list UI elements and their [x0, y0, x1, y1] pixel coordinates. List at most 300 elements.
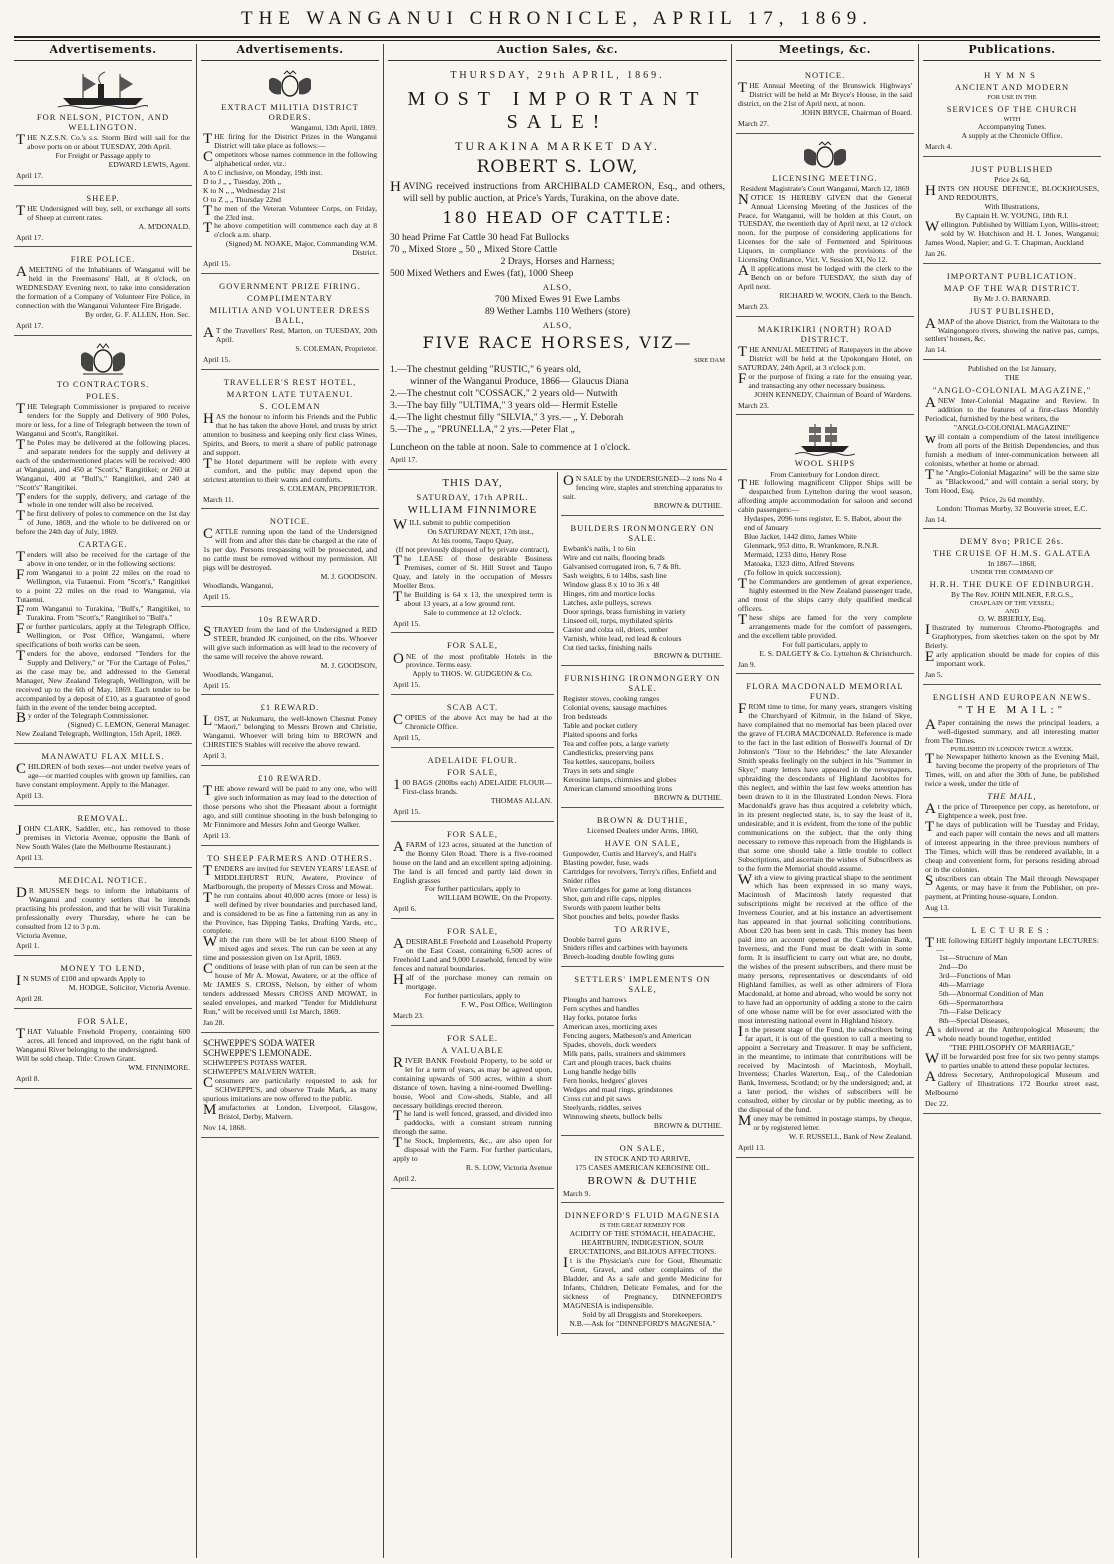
ad-name: "THE MAIL:": [957, 703, 1067, 716]
ad-body: At his rooms, Taupo Quay,: [431, 536, 514, 546]
ad-title: SCHWEPPE'S MALVERN WATER.: [203, 1067, 316, 1077]
ad-anglo-colonial: [923, 362, 1101, 529]
column-divider: [731, 44, 732, 1558]
ad-title: SHEEP.: [86, 192, 120, 203]
auction-subcolumn-right: [557, 472, 727, 1335]
lot-line: 89 Wether Lambs 110 Wethers (store): [484, 305, 631, 317]
list-item: Latches, axle pulleys, screws: [563, 597, 652, 607]
column-divider: [918, 44, 919, 1558]
ad-body: All applications must be lodged with the clerk to the Bench on or before TUESDAY, the sixth day of April next.: [738, 263, 912, 292]
list-item: Tea kettles, saucepans, boilers: [563, 757, 655, 767]
schedule-row: D to J „ „ Tuesday, 20th „: [203, 176, 281, 186]
ad-body: The "Anglo-Colonial Magazine" will be the same size as "Blackwood," and will contain a serial story, by Tom Hood, Esq.: [925, 466, 1099, 495]
ad-contractors: [14, 338, 192, 744]
ad-title: FLORA MACDONALD MEMORIAL FUND.: [746, 681, 904, 702]
list-item: Ewbank's nails, 1 to 6in: [563, 544, 636, 554]
ad-hymns: [923, 65, 1101, 157]
ad-title: £10 REWARD.: [258, 773, 322, 784]
masthead-rule-thin: [14, 40, 1100, 41]
ad-place: Victoria Avenue,: [16, 930, 67, 940]
ad-date: April 15.: [203, 680, 231, 690]
ad-signature: M. J. GOODSON.: [320, 572, 377, 582]
ad-signature: S. COLEMAN, Proprietor.: [295, 344, 377, 354]
ad-date: April 17.: [16, 321, 44, 331]
ad-signature: JOHN KENNEDY, Chairman of Board of Wardens.: [754, 389, 912, 399]
ad-body: Conditions of lease with plan of run can be seen at the house of Mr A. Mowat, Awatere, or at the office of Mr JAMES S. CROSS, Nelson, by either of whom tenders addressed Messrs CROSS AND MOWAT, in sealed envelopes, and marked "Tender for Middlehurst Run," will be received until 1st March, 1869.: [203, 961, 377, 1017]
ad-title: MEDICAL NOTICE.: [58, 874, 148, 885]
ad-body: ANEW Inter-Colonial Magazine and Review. In addition to the features of a first-class Monthly Periodical, furnished by the best writers, the: [925, 395, 1099, 424]
horse-line: 3.—The bay filly "ULTIMA," 3 years old— Hermit Estelle: [390, 400, 618, 412]
ad-title: IMPORTANT PUBLICATION.: [946, 270, 1078, 281]
ad-body: 175 CASES AMERICAN KEROSINE OIL.: [575, 1162, 710, 1172]
ad-signature: JOHN BRYCE, Chairman of Board.: [801, 107, 912, 117]
sailing-ship-icon: [795, 422, 855, 456]
sale-dateline: THURSDAY, 29th APRIL, 1869.: [450, 69, 665, 81]
ad-body: THE ANNUAL MEETING of Ratepayers in the above District will be held at the Upokongaro Hotel, on SATURDAY, 24th April, at 3 o'clock p.m.: [738, 343, 912, 372]
steamship-icon: [58, 70, 148, 110]
ad-body: Consumers are particularly requested to ask for SCHWEPPE'S, and observe Trade Mark, as many spurious imitations are now offered to the public.: [203, 1074, 377, 1103]
ad-schweppes: [201, 1035, 379, 1138]
ad-subtitle: JUST PUBLISHED,: [969, 305, 1055, 316]
ad-name: "ANGLO-COLONIAL MAGAZINE": [953, 423, 1071, 433]
ad-price: Price, 2s 6d monthly.: [979, 494, 1045, 504]
ad-body: THE Annual Meeting of the Brunswick Highways' District will be held at Mr Bryce's House, in the said district, on the 21st of April next, at noon.: [738, 79, 912, 108]
list-item: Linseed oil, turps, mythilated spirits: [563, 615, 673, 625]
item-list: [563, 695, 722, 793]
ad-subtitle: MAP OF THE WAR DISTRICT.: [943, 282, 1081, 293]
ad-title: FOR SALE,: [446, 640, 499, 651]
ad-fencing-wire: [561, 472, 724, 516]
ad-signature: S. COLEMAN, PROPRIETOR.: [279, 483, 377, 493]
ad-title: SCAB ACT.: [446, 702, 499, 713]
masthead: THE WANGANUI CHRONICLE, APRIL 17, 1869.: [241, 8, 873, 29]
ad-subtitle: HAVE ON SALE,: [604, 837, 681, 848]
ad-body: The LEASE of those desirable Business Premises, corner of St. Hill Street and Taupo Quay, and lately in the occupation of Messrs Moeller Bros.: [393, 552, 552, 590]
ad-nelson: [14, 65, 192, 186]
ad-signature: M. HODGE, Solicitor, Victoria Avenue.: [68, 983, 190, 993]
list-item: Tea and coffee pots, a large variety: [563, 739, 670, 749]
ad-body: The Commanders are gentlemen of great experience, highly esteemed in the New Zealand passenger trade, and most of the ships carry duly qualified medical officers.: [738, 575, 912, 613]
list-item: Fern scythes and handles: [563, 1004, 640, 1014]
list-item: Wedges and maul rings, grindstones: [563, 1084, 673, 1094]
ad-reward-1: [201, 697, 379, 766]
ad-makirikiri: [736, 319, 914, 416]
ad-body: For Freight or Passage apply to: [55, 150, 151, 160]
ad-body: HAVING received instructions from ARCHIBALD CAMERON, Esq., and others, will sell by public auction, at Price's Yards, Turakina, on the above date.: [390, 179, 725, 205]
ad-title: FOR SALE,: [77, 1016, 129, 1027]
list-item: Sash weights, 6 to 14lbs, sash line: [563, 570, 667, 580]
ad-subtitle: COMPLIMENTARY: [247, 293, 333, 304]
ad-date: March 4.: [925, 142, 953, 152]
lot-line: 500 Mixed Wethers and Ewes (fat), 1000 Sheep: [390, 267, 574, 279]
ad-body: The men of the Veteran Volunteer Corps, on Friday, the 23rd inst.: [203, 202, 377, 222]
ad-signature: THOMAS ALLAN.: [490, 795, 552, 805]
ad-body: From Wanganui to Turakina, "Bull's," Rangitikei, to Turakina. From "Scott's," Rangitikei to "Bull's.": [16, 603, 190, 622]
ad-subtitle: CARTAGE.: [78, 539, 128, 550]
ad-title: ADELAIDE FLOUR.: [427, 754, 518, 765]
ad-subtitle: A VALUABLE: [441, 1044, 504, 1055]
list-item: Steelyards, riddles, seives: [563, 1102, 642, 1112]
sale-headline: MOST IMPORTANT SALE!: [407, 87, 708, 134]
list-item: Hay forks, potatoe forks: [563, 1013, 637, 1023]
sale-footer: Luncheon on the table at noon. Sale to commence at 1 o'clock.: [390, 442, 631, 454]
ad-body: Illustrated by numerous Chromo-Photographs and Graphotypes, from sketches taken on the spot by Mr Brierly.: [925, 622, 1099, 651]
ship-list: [738, 515, 912, 578]
list-item: Hinges, rim and mortice locks: [563, 588, 655, 598]
ad-body: HAS the honour to inform his Friends and the Public that he has taken the above Hotel, and trusts by strict attention to business and keeping only first class Wines, Spirits, and Beers, to merit a share of public patronage and support.: [203, 410, 377, 457]
ad-signature: R. S. LOW, Victoria Avenue: [465, 1163, 552, 1173]
list-item: Register stoves, cooking ranges: [563, 694, 660, 704]
schedule-row: O to Z „ „ Thursday 22nd: [203, 194, 281, 204]
list-item: Cut tied tacks, finishing nails: [563, 642, 652, 652]
list-item: Kerosine lamps, chimnies and globes: [563, 775, 677, 785]
ad-date: April 15.: [203, 355, 231, 365]
ad-title: BUILDERS IRONMONGERY ON SALE.: [570, 523, 715, 544]
ad-title: Published on the 1st January,: [967, 364, 1057, 374]
ad-flax-mills: [14, 746, 192, 806]
column-3: [388, 44, 727, 1558]
list-item: Window glass 8 x 10 to 36 x 48: [563, 579, 660, 589]
ad-name: THE MAIL,: [987, 791, 1037, 802]
ad-body: London: Thomas Murby, 32 Bouverie street, E.C.: [936, 503, 1088, 513]
ad-licensing: [736, 136, 914, 317]
list-item: Cartridges for revolvers, Terry's rifles, Enfield and Snider rifles: [563, 866, 717, 885]
ad-body: THE firing for the District Prizes in the Wanganui District will take place as follows:—: [203, 130, 377, 150]
ad-date: April 13.: [203, 830, 231, 840]
ad-title: WOOL SHIPS: [794, 458, 856, 469]
ad-subtitle: With Illustrations,: [984, 201, 1040, 211]
sale-subheadline: TURAKINA MARKET DAY.: [455, 138, 660, 153]
ad-title: MANAWATU FLAX MILLS.: [41, 751, 165, 762]
ad-signature: Apply to THOS. W. GUDGEON & Co.: [412, 669, 533, 679]
ad-signature: BROWN & DUTHIE.: [653, 1120, 722, 1130]
royal-crest-icon: [795, 141, 855, 171]
column-1: [14, 44, 192, 1558]
ad-date: April 8.: [16, 1073, 40, 1083]
ad-money: [14, 958, 192, 1009]
ad-wool-ships: [736, 417, 914, 674]
ad-author: By The Rev. JOHN MILNER, F.R.G.S.,: [951, 590, 1073, 600]
ad-date: March 23.: [738, 302, 769, 312]
ad-body: The Stock, Implements, &c., are also open for disposal with the Farm. For further particulars, apply to: [393, 1135, 552, 1164]
ad-subtitle: SERVICES OF THE CHURCH: [946, 103, 1078, 114]
ad-signature: BROWN & DUTHIE.: [653, 792, 722, 802]
ad-body: will contain a compendium of the latest intelligence from all ports of the British Dependencies, and thus furnish a medium of inter-communication between all colonists, whether at home or abroad.: [925, 431, 1099, 468]
ad-name: S. COLEMAN: [259, 400, 321, 411]
ad-body: THE following magnificent Clipper Ships will be despatched from Lyttelton during the wool season, affording ample accommodation for saloon and second cabin passengers:—: [738, 477, 912, 515]
cattle-headline: 180 HEAD OF CATTLE:: [442, 208, 673, 228]
list-item: Ploughs and harrows: [563, 995, 627, 1005]
ad-body: COPIES of the above Act may be had at the Chronicle Office.: [393, 712, 552, 732]
list-item: Castor and colza oil, driers, umber: [563, 624, 668, 634]
ad-body: Money may be remitted in postage stamps, by cheque, or by registered letter.: [738, 1113, 912, 1133]
ad-date: April 15.: [393, 618, 421, 628]
lot-line: 30 head Prime Fat Cattle 30 head Fat Bullocks: [390, 232, 570, 243]
list-item: Long handle hedge bills: [563, 1067, 637, 1077]
ad-reward-10s: [201, 609, 379, 696]
ad-body: JOHN CLARK, Saddler, etc., has removed to those premises in Victoria Avenue, opposite the Bank of New South Wales (late the Melbourne Restaurant.): [16, 823, 190, 851]
ad-title: BROWN & DUTHIE,: [596, 814, 689, 825]
list-item: (To follow in quick succession).: [744, 567, 842, 577]
ad-body: For the purpose of fixing a rate for the ensuing year, and transacting any other necessary business.: [738, 370, 912, 390]
lecture-list: [925, 954, 1099, 1026]
ad-flora-macdonald: [736, 676, 914, 1158]
ad-subtitle: In 1867—1868,: [987, 559, 1037, 569]
list-item: Fern hooks, hedgers' gloves: [563, 1076, 648, 1085]
list-item: Matoaka, 1323 ditto, Alfred Stevens: [744, 559, 855, 569]
ad-date: April 15.: [203, 259, 231, 269]
horse-line: 4.—The light chestnut filly "SILVIA," 3 yrs.— „ Y. Deborah: [390, 412, 624, 424]
list-item: Wire cartridges for game at long distances: [563, 884, 692, 894]
ad-body: IN SUMS of £100 and upwards Apply to: [16, 973, 146, 990]
column-2: [201, 44, 379, 1558]
ad-subtitle: From Canterbury for London direct.: [770, 469, 880, 479]
ad-signature: BROWN & DUTHIE.: [653, 501, 722, 511]
ad-signature: A. M'DONALD.: [138, 221, 190, 231]
ad-for-sale: [14, 1011, 192, 1089]
ad-title: DEMY 8vo; PRICE 26s.: [959, 536, 1065, 547]
ad-date: April 17.: [16, 170, 44, 180]
ad-body: These ships are famed for the very complete arrangements made for the comfort of passengers, and the excellent table provided.: [738, 611, 912, 640]
column-heading: Meetings, &c.: [736, 44, 914, 61]
also-label: ALSO,: [542, 281, 573, 292]
ad-date: April 2.: [393, 1174, 417, 1184]
ad-signature: WM. FINNIMORE.: [128, 1062, 190, 1072]
ad-body: On SATURDAY NEXT, 17th inst.,: [427, 527, 534, 537]
list-item: Milk pans, pails, strainers and skimmers: [563, 1049, 686, 1059]
ad-body: LOST, at Nukumaru, the well-known Chesnut Poney "Maori," belonging to Messrs Brown and Christie, Wanganui. Whoever will bring him to BROWN and CHRISTIE'S Stables will receive the above reward.: [203, 712, 377, 750]
ad-subtitle: UNDER THE COMMAND OF: [970, 569, 1054, 577]
list-item: 3rd—Functions of Man: [939, 971, 1011, 981]
schedule-row: A to C inclusive, on Monday, 19th inst.: [203, 167, 323, 177]
ad-body: ADESIRABLE Freehold and Leasehold Property on the East Coast, containing 6,500 acres of Freehold Land and 9,000 Leasehold, fenced by wire fences and natural boundaries.: [393, 936, 552, 974]
list-item: Winnowing sheets, bullock bells: [563, 1111, 662, 1121]
ad-subtitle: SATURDAY, 17th APRIL.: [416, 492, 529, 503]
also-label: ALSO,: [542, 319, 573, 330]
list-item: Sniders rifles and carbines with bayonets: [563, 943, 688, 953]
ad-fire-police: [14, 249, 192, 336]
ad-name: "ANGLO-COLONIAL MAGAZINE,": [932, 385, 1092, 396]
ad-body: Will be forwarded post free for six two penny stamps to parties unable to attend these popular lectures.: [925, 1050, 1099, 1070]
ad-date: April 13.: [738, 1143, 766, 1153]
list-item: Spades, shovels, dock weeders: [563, 1040, 657, 1050]
ad-body: From Wanganui to a point 22 miles on the road to Wellington, via Tutaenui. From "Scott's," Rangitikei to a point 22 miles on the road to Wanganui, via Tutaenui.: [16, 567, 190, 605]
ad-subtitle: FOR USE IN THE: [987, 94, 1037, 101]
ad-galatea: [923, 531, 1101, 684]
ad-body: ON SALE by the UNDERSIGNED—2 tons No 4 fencing wire, staples and stretching apparatus to suit.: [563, 473, 722, 502]
ad-date: Jan 28.: [203, 1018, 225, 1027]
item-list: [563, 996, 722, 1121]
ad-body: For further particulars, apply to: [424, 884, 521, 894]
horse-line: winner of the Wanganui Produce, 1866— Glaucus Diana: [410, 376, 629, 388]
ad-body: Address Secretary, Anthropological Museum and Gallery of Illustrations 172 Bourke street east, Melbourne: [925, 1068, 1099, 1097]
list-item: Plaited spoons and forks: [563, 730, 638, 740]
ad-body: Wellington. Published by William Lyon, Willis-street; sold by W. Hutchison and H. I. Jones, Wanganui; James Wood, Napier; and G. T. Chapman, Auckland: [925, 218, 1099, 247]
ad-date: March 9.: [563, 1188, 591, 1198]
ad-subtitle: IS THE GREAT REMEDY FOR: [599, 1222, 686, 1230]
ad-title: SCHWEPPE'S POTASS WATER.: [203, 1058, 307, 1068]
ad-title: FOR SALE,: [446, 828, 499, 839]
list-item: 6th—Spermatorrhœa: [939, 998, 1004, 1008]
ad-body: Sale to commence at 12 o'clock.: [423, 607, 522, 617]
item-list: [563, 936, 722, 963]
ad-title: TO SHEEP FARMERS AND OTHERS.: [207, 852, 373, 863]
ad-subtitle: MARTON LATE TUTAENUI.: [226, 388, 354, 399]
ad-farm: [391, 824, 554, 920]
ad-subtitle: ANCIENT AND MODERN: [954, 81, 1070, 92]
ad-title: LECTURES:: [971, 924, 1053, 935]
horse-line: 1.—The chestnut gelding "RUSTIC," 6 years old,: [390, 364, 581, 376]
ad-date: April 13.: [16, 791, 44, 801]
ad-place: Resident Magistrate's Court Wanganui, March 12, 1869: [740, 183, 910, 193]
lot-line: 70 „ Mixed Store „ 50 „ Mixed Store Cattle: [390, 243, 558, 255]
list-item: American clamond smoothing irons: [563, 784, 673, 793]
ad-signature: RICHARD W. WOON, Clerk to the Bench.: [779, 291, 912, 301]
ad-date: March 11.: [203, 494, 234, 504]
ad-title: TRAVELLER'S REST HOTEL,: [223, 376, 357, 387]
list-item: American axes, morticing axes: [563, 1022, 658, 1032]
ad-body: THE Undersigned will buy, sell, or exchange all sorts of Sheep at current rates.: [16, 202, 190, 222]
ad-kerosine: [561, 1138, 724, 1204]
ad-body: The land is well fenced, grassed, and divided into paddocks, with a constant stream running through the same.: [393, 1108, 552, 1137]
list-item: Gunpowder, Curtis and Harvey's, and Hall's: [563, 848, 697, 858]
ad-title: ENGLISH AND EUROPEAN NEWS.: [932, 691, 1092, 702]
ad-signature: E. S. DALGETY & Co. Lyttelton & Christchurch.: [759, 648, 912, 658]
ad-date: April 15.: [393, 680, 421, 690]
ad-body: ACIDITY OF THE STOMACH, HEADACHE, HEARTBURN, INDIGESTION, SOUR ERUCTATIONS, and BILIOUS AFFECTIONS.: [568, 1229, 717, 1257]
royal-crest-icon: [260, 70, 320, 100]
ad-body: AT the Travellers' Rest, Marton, on TUESDAY, 20th April.: [203, 325, 377, 345]
ad-title: FOR NELSON, PICTON, AND WELLINGTON.: [36, 111, 170, 132]
ad-body: N.B.—Ask for "DINNEFORD'S MAGNESIA.": [569, 1318, 716, 1328]
ad-body: As delivered at the Anthropological Museum; the whole neatly bound together, entitled: [925, 1024, 1099, 1044]
ad-title: FOR SALE.: [446, 1032, 499, 1043]
ad-title: EXTRACT MILITIA DISTRICT ORDERS.: [221, 101, 359, 122]
ad-militia-orders: [201, 65, 379, 274]
ad-date: April 15.: [393, 806, 421, 816]
ad-body: RIVER BANK Freehold Property, to be sold or let for a term of years, as may be agreed upon, containing upwards of 500 acres, within a short distance of town, having a nine-roomed Dwelling-house, Wool and Cow-sheds, Stable, and all necessary buildings erected thereon.: [393, 1054, 552, 1110]
list-item: Swords with patent leather belts: [563, 902, 661, 912]
ad-body: WILL submit to public competition: [393, 517, 511, 534]
list-item: Fencing augers, Matheson's and American: [563, 1031, 692, 1041]
list-item: Blue Jacket, 1442 ditto, James White: [744, 532, 857, 542]
ad-title: TO CONTRACTORS.: [56, 378, 150, 389]
ad-price: Price 2s 6d,: [994, 175, 1030, 185]
ad-body: Manufactories at London, Liverpool, Glasgow, Bristol, Derby, Malvern.: [203, 1101, 377, 1121]
list-item: Wire and cut nails, flooring brads: [563, 553, 665, 562]
ad-notice-cattle: [201, 511, 379, 607]
ad-body: Tenders for the supply, delivery, and cartage of the whole in one tender will also be received.: [16, 490, 190, 510]
ad-title: JUST PUBLISHED: [970, 164, 1054, 175]
ad-title: NOTICE.: [269, 516, 311, 527]
ad-body: Tenders for the above, endorsed "Tenders for the Supply and Delivery," or "For the Cartage of Poles," as the case may be, and addressed to the General Manager, New Zealand Telegraph, Wellington, will be received up to the 6th of May, 1869. Each tender to be accompanied by a deposit of £10, as a guarantee of good faith in the event of the tender being accepted.: [16, 647, 190, 712]
list-item: 2nd—Do: [939, 962, 968, 972]
ad-body: A supply at the Chronicle Office.: [961, 131, 1063, 141]
ad-date: April 15,: [393, 733, 421, 743]
list-item: Table and pocket cutlery: [563, 721, 638, 731]
ad-subtitle: Accompanying Tunes.: [977, 122, 1047, 132]
ad-sheep: [14, 188, 192, 248]
ad-body: Early application should be made for copies of this important work.: [925, 649, 1099, 669]
ad-subtitle: TO ARRIVE,: [614, 923, 671, 934]
ad-body: By order of the Telegraph Commissioner.: [16, 710, 149, 727]
ad-body: THE N.Z.S.N. Co.'s s.s. Storm Bird will sail for the above ports on or about TUESDAY, 20th April.: [16, 132, 190, 151]
horses-headline: FIVE RACE HORSES, VIZ—: [422, 332, 693, 352]
ad-body: At the price of Threepence per copy, as heretofore, or Eightpence a week, post free.: [925, 801, 1099, 821]
list-item: Hydaspes, 2096 tons register, E. S. Babot, about the end of January: [744, 514, 902, 533]
ad-subtitle: PUBLISHED IN LONDON TWICE A WEEK.: [950, 745, 1074, 753]
ad-title: MONEY TO LEND,: [60, 963, 146, 974]
schedule-row: K to N „ „ Wednesday 21st: [203, 185, 286, 195]
ad-body: The first delivery of poles to commence on the 1st day of June, 1869, and the whole to be delivered on or before the 24th day of July, 1869.: [16, 508, 190, 537]
ad-name: "THE PHILOSOPHY OF MARRIAGE,": [949, 1043, 1075, 1053]
ad-war-map: [923, 266, 1101, 361]
ad-hotel-sale: [391, 635, 554, 695]
ad-author: By Captain H. W. YOUNG, 18th R.I.: [955, 210, 1069, 220]
ad-signature: BROWN & DUTHIE: [587, 1174, 698, 1187]
ad-date: April 3.: [203, 751, 227, 761]
list-item: Candlesticks, preserving pans: [563, 748, 654, 758]
ad-body: The Newspaper hitherto known as the Evening Mail, having become the property of the proprietors of The Times, will, on and after the 30th of June, be published twice a week, under the title of: [925, 751, 1099, 789]
ad-date: April 15.: [203, 592, 231, 602]
ad-date: April 6.: [393, 904, 417, 914]
ad-date: Jan 26.: [925, 248, 947, 258]
ad-body: CHILDREN of both sexes—not under twelve years of age—or married couples with grown up families, can have constant employment. Apply to the Manager.: [16, 761, 190, 790]
ad-subtitle: THE: [1004, 373, 1020, 383]
ad-body: (If not previously disposed of by private contract),: [395, 545, 550, 555]
ad-body: 100 BAGS (200lbs each) ADELAIDE FLOUR—First-class brands.: [393, 777, 552, 796]
item-list: [563, 545, 722, 652]
ad-place: Woodlands, Wanganui,: [203, 669, 274, 679]
ad-date: Jan 5.: [925, 670, 943, 680]
ad-body: HINTS ON HOUSE DEFENCE, BLOCKHOUSES, AND REDOUBTS,: [925, 183, 1099, 202]
ad-this-day: [391, 472, 554, 633]
list-item: 1st—Structure of Man: [939, 953, 1008, 963]
column-4: [736, 44, 914, 1558]
item-list: [563, 850, 722, 922]
list-item: Shot pouches and belts, powder flasks: [563, 911, 679, 921]
ad-body: NOTICE IS HEREBY GIVEN that the General Annual Licensing Meeting of the Justices of the Peace, for Wanganui, will be holden at this Court, on TUESDAY, the twentieth day of April next, at 12 o'clock noon, for the purpose of considering applications for Licenses for the sale of Fermented and Spirituous Liquors, in compliance with the provisions of the Licensing Ordinance, Vict. V, Session XI, No 12.: [738, 191, 912, 265]
ad-date: Jan 14.: [925, 514, 947, 524]
ad-hints-defence: [923, 159, 1101, 263]
sire-dam-label: SIRE DAM: [694, 356, 725, 364]
ad-author: By Mr J. O. BARNARD.: [973, 293, 1051, 303]
ad-body: FROM time to time, for many years, strangers visiting the Churchyard of Kilmuir, in the Island of Skye, have complained that no memorial has been placed over the grave of FLORA MACDONALD. Reference is made to the fact in the last edition of Boswell's Journal of Dr Johnston's "Tour to the Hebrides;" the late Alexander Smith speaks feelingly on the subject in his "Summer in Skye;" many letters have appeared in the newspapers, upbraiding the descendants of Highland Jacobites for this neglect, and within the last few weeks attention has been drawn to it in the Illustrated London News. Flora Macdonald's grave has thus acquired a celebrity which, in its present neglected state, is, to say the least of it, undesirable; and it is evident, from the tone of the public communications on the subject, that the only thing necessary to remove this reproach from the Highlands is that some one should take a little trouble to collect Subscriptions, and ascertain the wishes of Subscribers as to the form the Memorial should assume.: [738, 701, 912, 873]
horse-line: 5.—The „ „ "PRUNELLA," 2 yrs.—Peter Flat „: [390, 424, 575, 436]
ad-title: FOR SALE,: [446, 926, 499, 937]
ad-signature: By order, G. F. ALLEN, Hon. Sec.: [85, 310, 190, 320]
ad-body: The days of publication will be Tuesday and Friday, and each paper will contain the news and all matters of interest appearing in the three previous numbers of The Times, which will thus be rendered available, in a cheap and convenient form, for persons residing abroad or in the colonies.: [925, 819, 1099, 874]
ad-magnesia: [561, 1205, 724, 1333]
ad-date: Nov 14, 1868.: [203, 1122, 246, 1132]
ad-title: MAKIRIKIRI (NORTH) ROAD DISTRICT.: [757, 323, 893, 344]
ad-body: Will be sold cheap. Title: Crown Grant.: [16, 1053, 136, 1063]
ad-body: For further particulars, apply at the Telegraph Office, Wellington, or Post Office, Wanganui, where specifications of both works can be seen.: [16, 620, 190, 649]
ad-hotel: [201, 372, 379, 509]
ad-title: GOVERNMENT PRIZE FIRING.: [219, 281, 361, 292]
ad-medical: [14, 870, 192, 957]
ad-title: SETTLERS' IMPLEMENTS ON SALE,: [574, 974, 711, 995]
ad-date: April 17.: [390, 455, 418, 465]
lot-line: 2 Drays, Horses and Harness;: [500, 255, 615, 267]
auction-subcolumn-left: [388, 472, 557, 1335]
ad-title: FURNISHING IRONMONGERY ON SALE.: [564, 673, 721, 694]
ad-builders-ironmongery: [561, 518, 724, 666]
list-item: Shot, gun and rifle caps, nipples: [563, 893, 661, 903]
ad-body: THE Telegraph Commissioner is prepared to receive tenders for the Supply and Delivery of 900 Poles, more or less, for a line of Telegraph between the town of Wanganui and Scott's, Rangitikei.: [16, 400, 190, 438]
masthead-rule: [14, 36, 1100, 38]
list-item: Breech-loading double fowling guns: [563, 952, 675, 962]
